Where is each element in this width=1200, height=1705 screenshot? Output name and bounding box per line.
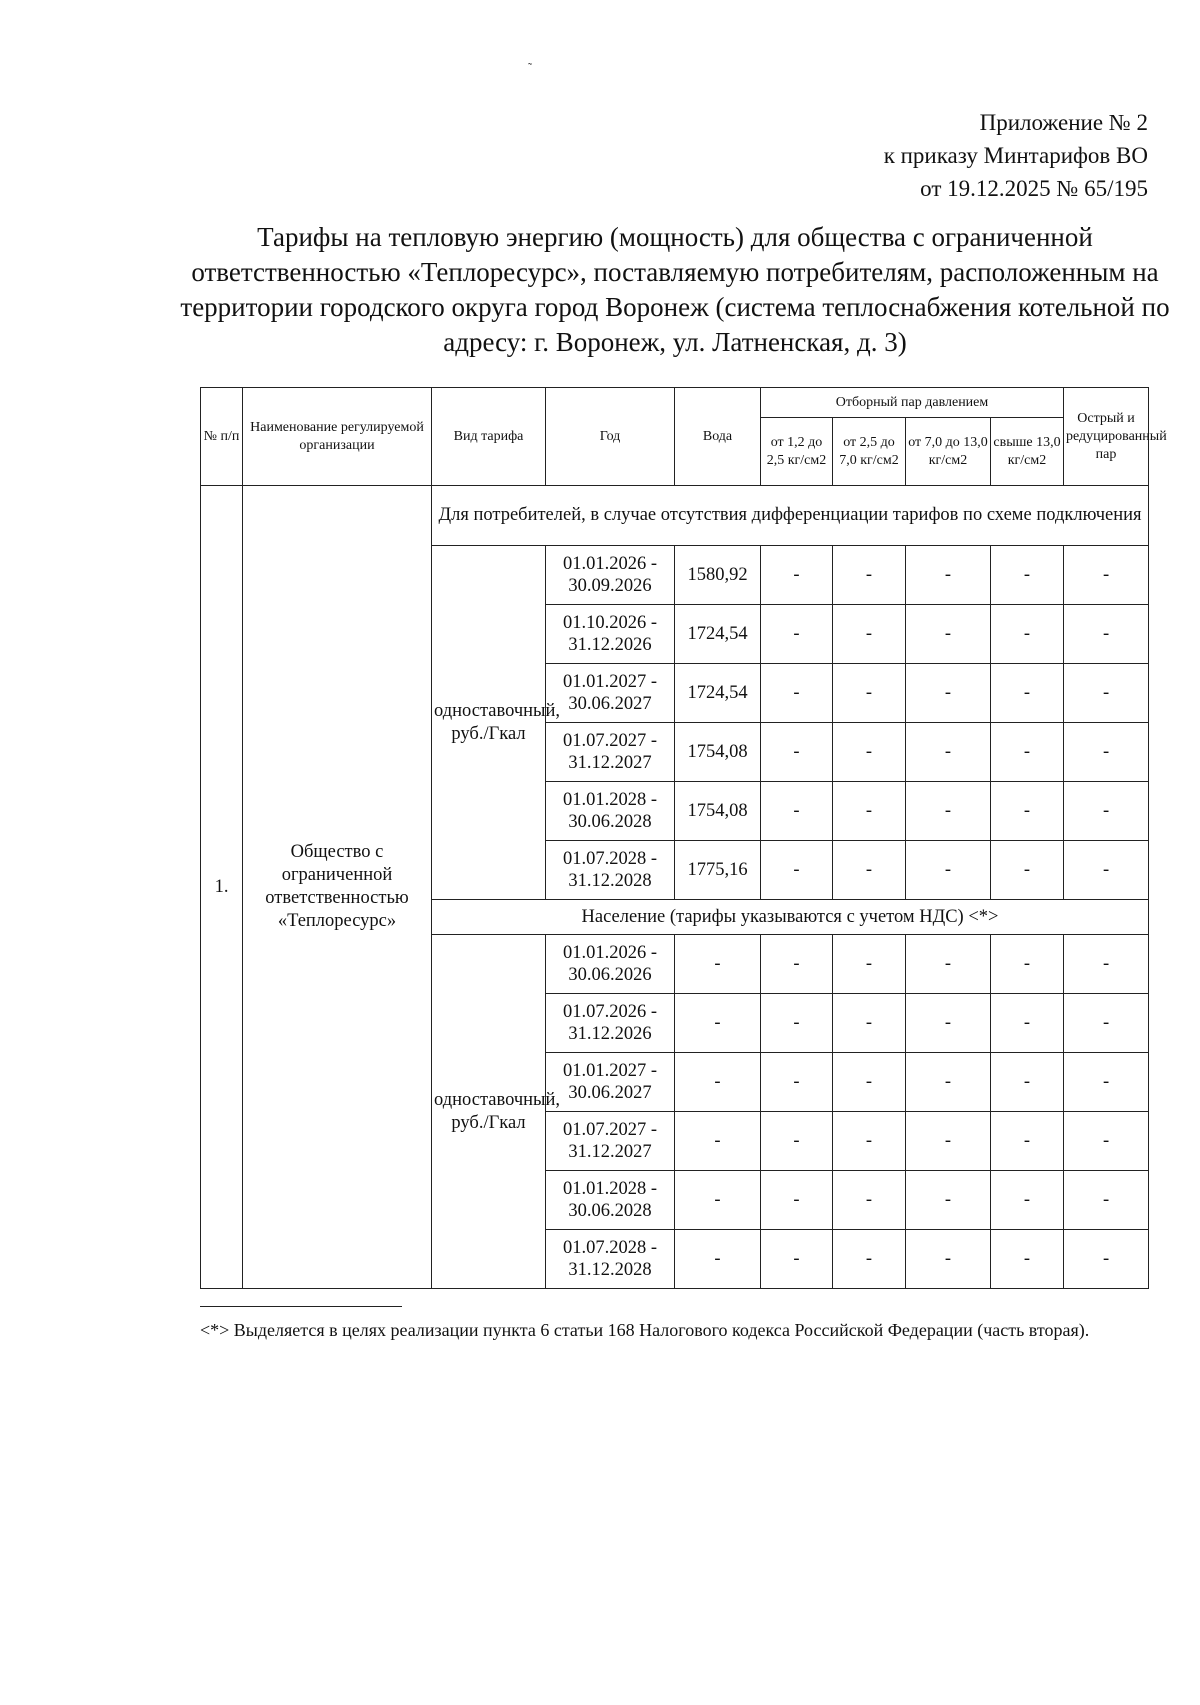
steam-value: -: [833, 664, 906, 723]
steam-value: -: [991, 546, 1064, 605]
period: 01.07.2028 - 31.12.2028: [546, 1230, 675, 1289]
steam-value: -: [833, 841, 906, 900]
steam-value: -: [1064, 994, 1149, 1053]
steam-value: -: [906, 1053, 991, 1112]
steam-value: -: [1064, 1171, 1149, 1230]
steam-value: -: [833, 1230, 906, 1289]
water-value: 1775,16: [675, 841, 761, 900]
steam-value: -: [761, 1053, 833, 1112]
steam-value: -: [1064, 935, 1149, 994]
steam-value: -: [833, 1053, 906, 1112]
tariff-type: одноставочный, руб./Гкал: [432, 935, 546, 1289]
steam-value: -: [906, 723, 991, 782]
steam-value: -: [991, 782, 1064, 841]
water-value: -: [675, 935, 761, 994]
water-value: -: [675, 994, 761, 1053]
period: 01.07.2027 - 31.12.2027: [546, 1112, 675, 1171]
appendix-line: от 19.12.2025 № 65/195: [920, 176, 1148, 201]
footnote: <*> Выделяется в целях реализации пункта 6 статьи 168 Налогового кодекса Российской Федерации (часть вторая).: [200, 1320, 1090, 1340]
tariff-table: [200, 387, 1167, 1289]
period: 01.01.2028 - 30.06.2028: [546, 1171, 675, 1230]
appendix-reference: [884, 106, 1148, 205]
period: 01.01.2026 - 30.06.2026: [546, 935, 675, 994]
steam-value: -: [833, 605, 906, 664]
steam-value: -: [991, 664, 1064, 723]
steam-value: -: [761, 546, 833, 605]
steam-value: -: [991, 841, 1064, 900]
steam-value: -: [1064, 1053, 1149, 1112]
steam-value: -: [1064, 1112, 1149, 1171]
steam-value: -: [833, 1112, 906, 1171]
steam-value: -: [833, 782, 906, 841]
table-body: [201, 486, 1149, 1289]
steam-value: -: [991, 605, 1064, 664]
header-sharp-steam: Острый и редуцированный пар: [1064, 388, 1149, 486]
steam-value: -: [1064, 664, 1149, 723]
steam-value: -: [906, 782, 991, 841]
steam-value: -: [991, 1112, 1064, 1171]
period: 01.07.2028 - 31.12.2028: [546, 841, 675, 900]
steam-value: -: [833, 1171, 906, 1230]
water-value: -: [675, 1053, 761, 1112]
section-row: [201, 486, 1149, 546]
header-org: Наименование регулируемой организации: [243, 388, 432, 486]
period: 01.01.2026 - 30.09.2026: [546, 546, 675, 605]
steam-value: -: [906, 1171, 991, 1230]
steam-value: -: [761, 1112, 833, 1171]
steam-value: -: [991, 994, 1064, 1053]
steam-value: -: [1064, 723, 1149, 782]
water-value: 1754,08: [675, 723, 761, 782]
steam-value: -: [761, 994, 833, 1053]
header-water: Вода: [675, 388, 761, 486]
steam-value: -: [906, 664, 991, 723]
steam-value: -: [1064, 605, 1149, 664]
period: 01.01.2027 - 30.06.2027: [546, 664, 675, 723]
steam-value: -: [761, 935, 833, 994]
period: 01.07.2027 - 31.12.2027: [546, 723, 675, 782]
section-title: Для потребителей, в случае отсутствия дифференциации тарифов по схеме подключения: [432, 486, 1149, 546]
header-steam-4: свыше 13,0 кг/см2: [991, 418, 1064, 486]
steam-value: -: [906, 1112, 991, 1171]
steam-value: -: [833, 723, 906, 782]
header-steam-2: от 2,5 до 7,0 кг/см2: [833, 418, 906, 486]
steam-value: -: [1064, 1230, 1149, 1289]
steam-value: -: [833, 994, 906, 1053]
steam-value: -: [906, 994, 991, 1053]
water-value: -: [675, 1171, 761, 1230]
tariff-type: одноставочный, руб./Гкал: [432, 546, 546, 900]
steam-value: -: [761, 723, 833, 782]
header-tariff-type: Вид тарифа: [432, 388, 546, 486]
footnote-divider: [200, 1306, 402, 1307]
steam-value: -: [833, 935, 906, 994]
steam-value: -: [761, 605, 833, 664]
steam-value: -: [1064, 841, 1149, 900]
steam-value: -: [761, 664, 833, 723]
water-value: 1724,54: [675, 664, 761, 723]
header-num: № п/п: [201, 388, 243, 486]
scan-mark: ˜: [528, 60, 532, 74]
period: 01.10.2026 - 31.12.2026: [546, 605, 675, 664]
row-number: 1.: [201, 486, 243, 1289]
steam-value: -: [991, 935, 1064, 994]
period: 01.07.2026 - 31.12.2026: [546, 994, 675, 1053]
steam-value: -: [906, 1230, 991, 1289]
water-value: -: [675, 1112, 761, 1171]
steam-value: -: [906, 605, 991, 664]
steam-value: -: [761, 782, 833, 841]
steam-value: -: [761, 1230, 833, 1289]
steam-value: -: [833, 546, 906, 605]
steam-value: -: [1064, 782, 1149, 841]
header-steam-group: Отборный пар давлением: [761, 388, 1064, 418]
water-value: 1580,92: [675, 546, 761, 605]
water-value: -: [675, 1230, 761, 1289]
steam-value: -: [991, 1171, 1064, 1230]
document-title: Тарифы на тепловую энергию (мощность) для общества с ограниченной ответственностью «Теплоресурс», поставляемую потребителям, расположенным на территории городского округа город Воронеж (система теплоснабжения котельной по адресу: г. Воронеж, ул. Латненская, д. 3): [180, 222, 1170, 357]
water-value: 1724,54: [675, 605, 761, 664]
organization-name: Общество с ограниченной ответственностью «Теплоресурс»: [243, 486, 432, 1289]
header-steam-1: от 1,2 до 2,5 кг/см2: [761, 418, 833, 486]
steam-value: -: [991, 723, 1064, 782]
steam-value: -: [761, 1171, 833, 1230]
steam-value: -: [761, 841, 833, 900]
steam-value: -: [991, 1053, 1064, 1112]
steam-value: -: [906, 546, 991, 605]
appendix-line: к приказу Минтарифов ВО: [883, 143, 1148, 168]
appendix-line: Приложение № 2: [979, 110, 1148, 135]
period: 01.01.2027 - 30.06.2027: [546, 1053, 675, 1112]
water-value: 1754,08: [675, 782, 761, 841]
steam-value: -: [991, 1230, 1064, 1289]
section-title: Население (тарифы указываются с учетом НДС) <*>: [432, 900, 1149, 935]
steam-value: -: [906, 841, 991, 900]
header-year: Год: [546, 388, 675, 486]
header-steam-3: от 7,0 до 13,0 кг/см2: [906, 418, 991, 486]
steam-value: -: [1064, 546, 1149, 605]
period: 01.01.2028 - 30.06.2028: [546, 782, 675, 841]
steam-value: -: [906, 935, 991, 994]
